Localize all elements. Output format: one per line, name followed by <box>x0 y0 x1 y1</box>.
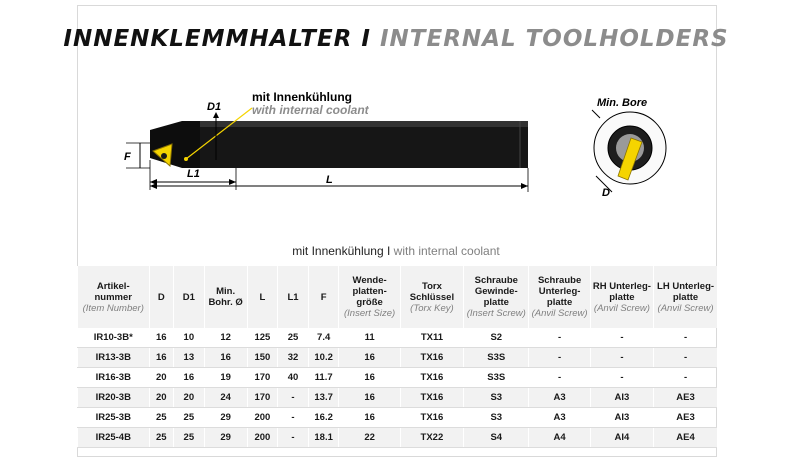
coolant-label-de: mit Innenkühlung <box>252 90 352 104</box>
table-cell: AI4 <box>590 428 653 448</box>
table-cell: 20 <box>149 368 174 388</box>
table-cell: 10 <box>174 328 205 348</box>
table-cell: S2 <box>464 328 529 348</box>
table-cell: 16 <box>339 368 400 388</box>
tool-shank <box>182 121 528 168</box>
column-header-label: Artikel-nummer <box>94 280 132 303</box>
table-cell: TX16 <box>400 348 463 368</box>
table-cell: 19 <box>204 368 247 388</box>
table-cell: 16 <box>339 388 400 408</box>
caption-english: with internal coolant <box>393 244 500 258</box>
table-cell: TX16 <box>400 368 463 388</box>
column-header-translation: (Item Number) <box>82 302 144 314</box>
dim-l1-label: L1 <box>187 168 200 180</box>
table-cell: 7.4 <box>308 328 339 348</box>
column-header <box>339 266 400 328</box>
table-cell: 25 <box>174 428 205 448</box>
table-cell: A4 <box>529 428 590 448</box>
caption-german: mit Innenkühlung <box>292 244 384 258</box>
column-header-label: Wende-platten-größe <box>352 275 387 308</box>
column-header <box>78 266 150 328</box>
table-cell: 25 <box>149 428 174 448</box>
table-cell: - <box>529 328 590 348</box>
table-cell: 25 <box>174 408 205 428</box>
coolant-outlet-icon <box>184 157 188 161</box>
column-header-translation: (Anvil Screw) <box>531 308 588 319</box>
table-cell: - <box>654 348 717 368</box>
table-cell: - <box>278 408 309 428</box>
column-header-label: Schraube Gewinde-platte <box>474 275 518 308</box>
table-cell: IR25-3B <box>78 408 150 428</box>
table-cell: A3 <box>529 408 590 428</box>
column-header <box>204 266 247 328</box>
table-cell: 170 <box>247 388 278 408</box>
dim-f-label: F <box>124 151 131 163</box>
table-row <box>78 408 718 428</box>
column-header-translation: (Insert Size) <box>344 308 396 319</box>
table-cell: S3 <box>464 408 529 428</box>
table-cell: 11 <box>339 328 400 348</box>
column-header <box>247 266 278 328</box>
dim-d1-label: D1 <box>207 101 222 113</box>
table-header-row <box>78 266 718 328</box>
dim-l-label: L <box>326 174 333 186</box>
table-cell: - <box>278 428 309 448</box>
table-cell: 16 <box>149 348 174 368</box>
column-header <box>278 266 309 328</box>
table-cell: 20 <box>149 388 174 408</box>
table-cell: IR10-3B* <box>78 328 150 348</box>
table-caption <box>0 244 792 258</box>
table-cell: 200 <box>247 408 278 428</box>
table-cell: S3 <box>464 388 529 408</box>
table-cell: 29 <box>204 428 247 448</box>
table-cell: AE3 <box>654 388 717 408</box>
title-german: INNENKLEMMHALTER <box>63 26 353 52</box>
column-header-label: D <box>157 291 165 303</box>
table-row <box>78 428 718 448</box>
column-header <box>174 266 205 328</box>
table-cell: S4 <box>464 428 529 448</box>
table-cell: 11.7 <box>308 368 339 388</box>
column-header-label: Schraube Unterleg-platte <box>537 275 582 308</box>
column-header-translation: (Anvil Screw) <box>657 302 714 314</box>
table-cell: IR13-3B <box>78 348 150 368</box>
table-cell: IR20-3B <box>78 388 150 408</box>
table-cell: 16.2 <box>308 408 339 428</box>
column-header-translation: (Anvil Screw) <box>593 302 650 314</box>
table-cell: 25 <box>278 328 309 348</box>
column-header-label: F <box>320 291 327 303</box>
table-cell: 13 <box>174 348 205 368</box>
table-cell: AI3 <box>590 408 653 428</box>
table-cell: - <box>590 368 653 388</box>
table-cell: IR25-4B <box>78 428 150 448</box>
table-cell: 20 <box>174 388 205 408</box>
column-header <box>149 266 174 328</box>
column-header-label: LH Unterleg-platte <box>657 280 715 303</box>
table-row <box>78 368 718 388</box>
dim-d-label: D <box>602 187 610 199</box>
min-bore-label: Min. Bore <box>597 97 648 109</box>
table-cell: 22 <box>339 428 400 448</box>
spec-table <box>77 266 717 448</box>
column-header-label: RH Unterleg-platte <box>592 280 651 303</box>
table-cell: 18.1 <box>308 428 339 448</box>
table-cell: - <box>654 368 717 388</box>
table-cell: 12 <box>204 328 247 348</box>
column-header-label: D1 <box>182 291 195 303</box>
coolant-label-en: with internal coolant <box>252 103 369 117</box>
column-header <box>400 266 463 328</box>
column-header-translation: (Torx Key) <box>410 302 454 314</box>
column-header-translation: (Insert Screw) <box>466 308 526 319</box>
title-english: INTERNAL TOOLHOLDERS <box>379 26 729 52</box>
table-row <box>78 348 718 368</box>
title-separator: I <box>361 26 371 52</box>
table-cell: 16 <box>339 408 400 428</box>
column-header <box>464 266 529 328</box>
table-cell: 25 <box>149 408 174 428</box>
table-cell: 13.7 <box>308 388 339 408</box>
table-cell: S3S <box>464 348 529 368</box>
table-cell: TX16 <box>400 408 463 428</box>
table-cell: - <box>590 348 653 368</box>
column-header-label: Min. Bohr. Ø <box>208 286 243 308</box>
table-cell: AI3 <box>590 388 653 408</box>
table-cell: 29 <box>204 408 247 428</box>
column-header-label: L1 <box>287 291 299 303</box>
table-cell: A3 <box>529 388 590 408</box>
table-cell: TX22 <box>400 428 463 448</box>
table-cell: AE4 <box>654 428 717 448</box>
table-cell: TX11 <box>400 328 463 348</box>
table-cell: 32 <box>278 348 309 368</box>
column-header-label: Torx Schlüssel <box>409 280 455 303</box>
table-cell: 16 <box>204 348 247 368</box>
column-header <box>529 266 590 328</box>
table-cell: TX16 <box>400 388 463 408</box>
table-cell: AE3 <box>654 408 717 428</box>
table-cell: - <box>654 328 717 348</box>
table-cell: 16 <box>339 348 400 368</box>
table-cell: - <box>529 368 590 388</box>
table-cell: - <box>278 388 309 408</box>
table-cell: - <box>590 328 653 348</box>
table-cell: 16 <box>149 328 174 348</box>
table-cell: 10.2 <box>308 348 339 368</box>
tool-head <box>150 121 200 168</box>
column-header <box>308 266 339 328</box>
table-cell: 24 <box>204 388 247 408</box>
table-cell: 16 <box>174 368 205 388</box>
table-cell: - <box>529 348 590 368</box>
column-header <box>590 266 653 328</box>
table-row <box>78 388 718 408</box>
column-header <box>654 266 717 328</box>
table-row <box>78 328 718 348</box>
caption-separator: I <box>383 244 394 258</box>
table-cell: 150 <box>247 348 278 368</box>
table-cell: IR16-3B <box>78 368 150 388</box>
table-cell: 200 <box>247 428 278 448</box>
table-cell: S3S <box>464 368 529 388</box>
table-cell: 40 <box>278 368 309 388</box>
table-cell: 170 <box>247 368 278 388</box>
column-header-label: L <box>259 291 266 303</box>
table-cell: 125 <box>247 328 278 348</box>
